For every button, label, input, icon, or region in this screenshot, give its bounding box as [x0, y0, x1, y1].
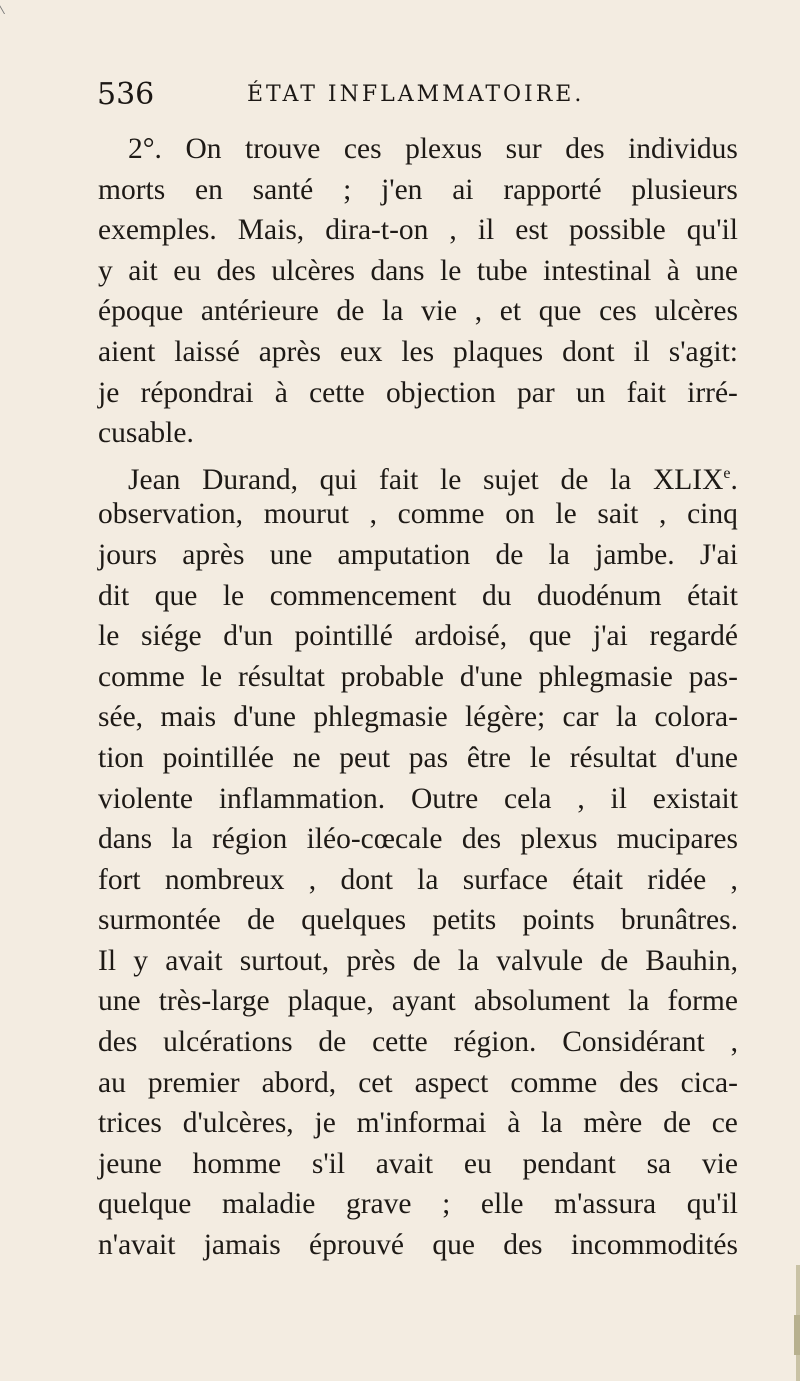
word: dit — [98, 579, 130, 612]
word: objection — [385, 376, 496, 409]
word: quelques — [301, 904, 407, 937]
word: à — [274, 376, 288, 409]
word: J'ai — [699, 538, 738, 571]
word: tion — [98, 741, 144, 774]
word: cette — [309, 376, 365, 409]
text-line — [98, 251, 738, 292]
word: plaques — [453, 335, 544, 368]
word: dira-t-on — [325, 214, 429, 247]
word: s'agit: — [668, 335, 738, 368]
word: siége — [140, 620, 202, 653]
word: que — [432, 1229, 475, 1262]
word: sée, — [98, 701, 144, 734]
word: antérieure — [200, 295, 319, 328]
word: pas- — [688, 660, 738, 693]
word: était — [572, 863, 623, 896]
word: des — [619, 1066, 659, 1099]
word: est — [515, 214, 549, 247]
word: ces — [599, 295, 637, 328]
word: pas — [408, 741, 449, 774]
word: d'une — [675, 741, 738, 774]
text-line — [98, 738, 738, 779]
word: de — [600, 944, 629, 977]
word: fait — [379, 463, 419, 496]
word: , — [474, 295, 483, 328]
word: ; — [442, 1188, 451, 1221]
word: sait — [597, 498, 639, 531]
word: j'ai — [593, 620, 628, 653]
word: brunâtres. — [620, 904, 738, 937]
word: maladie — [222, 1188, 316, 1221]
word: qu'il — [686, 1188, 738, 1221]
word: sa — [646, 1147, 672, 1180]
word: la — [615, 701, 638, 734]
word: possible — [569, 214, 666, 247]
word: que — [528, 620, 572, 653]
word: commencement — [269, 579, 457, 612]
word: fait — [626, 376, 666, 409]
word: cette — [372, 1026, 428, 1059]
word: près — [346, 944, 396, 977]
word: le — [440, 254, 462, 287]
word: être — [466, 741, 512, 774]
word: existait — [652, 782, 738, 815]
word: d'ulcères, — [182, 1107, 294, 1140]
word: quelque — [98, 1188, 192, 1221]
running-title: ÉTAT INFLAMMATOIRE. — [247, 82, 585, 107]
word: ce — [711, 1107, 738, 1140]
text-line — [98, 1144, 738, 1185]
word: , — [308, 863, 317, 896]
word: plaque, — [287, 985, 374, 1018]
word: dans — [98, 823, 153, 856]
word: de — [663, 1107, 691, 1140]
word: , — [730, 1026, 738, 1059]
text-line — [98, 657, 738, 698]
text-line — [98, 1225, 738, 1266]
word: des — [565, 133, 605, 165]
word: avait — [165, 944, 223, 977]
word: petits — [432, 904, 497, 937]
text-line — [98, 697, 738, 738]
word: de — [318, 1026, 347, 1059]
word: ayant — [391, 985, 456, 1018]
word: plusieurs — [631, 173, 738, 206]
word: intestinal — [543, 254, 652, 287]
word: qu'il — [686, 214, 738, 247]
word: abord, — [261, 1066, 337, 1099]
word: d'une — [233, 701, 297, 734]
word: la — [457, 944, 480, 977]
text-line — [98, 941, 738, 982]
word: le — [529, 741, 552, 774]
word: regardé — [649, 620, 738, 653]
word: m'assura — [554, 1188, 657, 1221]
text-line — [98, 413, 738, 454]
word: de — [495, 538, 524, 571]
word: , — [449, 214, 457, 247]
text-line — [98, 860, 738, 901]
word: pointillée — [162, 741, 275, 774]
text-line — [98, 210, 738, 251]
word: qui — [319, 463, 358, 496]
word: époque — [98, 295, 184, 328]
text-line — [98, 332, 738, 373]
word: et — [499, 295, 522, 328]
word: exemples. — [98, 214, 217, 247]
text-line — [98, 1022, 738, 1063]
word: très-large — [158, 985, 270, 1018]
word: le — [555, 498, 577, 531]
word: plexus — [520, 823, 598, 856]
word: inflammation. — [218, 782, 386, 815]
word: comme — [510, 1066, 598, 1099]
word: cinq — [687, 498, 738, 531]
word: après — [182, 538, 245, 571]
text-line — [98, 576, 738, 617]
word: ardoisé, — [414, 620, 508, 653]
text-line — [98, 454, 738, 495]
word: à — [507, 1107, 521, 1140]
word: il — [633, 335, 650, 368]
word: dont — [340, 863, 393, 896]
word: je — [314, 1107, 336, 1140]
word: forme — [667, 985, 738, 1018]
word: on — [505, 498, 535, 531]
text-line — [98, 373, 738, 414]
word: la — [171, 823, 193, 856]
word: aspect — [414, 1066, 489, 1099]
word: une — [269, 538, 313, 571]
word: cela — [504, 782, 552, 815]
word: sujet — [483, 463, 539, 496]
word: dans — [370, 254, 425, 287]
word: plexus — [405, 133, 483, 165]
word: j'en — [381, 173, 423, 206]
page-edge-stain-dark — [794, 1315, 800, 1355]
word: le — [200, 660, 223, 693]
word: la — [548, 538, 570, 571]
word: Jean — [128, 463, 181, 496]
word: Durand, — [202, 463, 298, 496]
word: région — [211, 823, 288, 856]
word: éprouvé — [309, 1229, 405, 1262]
word: le — [440, 463, 462, 496]
word: ne — [292, 741, 321, 774]
text-line — [98, 494, 738, 535]
word: eu — [173, 254, 202, 287]
word: à — [666, 254, 680, 287]
word: les — [401, 335, 435, 368]
word: de — [412, 944, 441, 977]
text-line — [98, 779, 738, 820]
word: incommodités — [570, 1229, 738, 1262]
word: mucipares — [616, 823, 738, 856]
word: d'un — [223, 620, 273, 653]
word: d'une — [459, 660, 523, 693]
word: surtout, — [239, 944, 330, 977]
word: la — [382, 295, 404, 328]
word: mais — [160, 701, 217, 734]
word: absolument — [473, 985, 610, 1018]
word: irré- — [687, 376, 738, 409]
word: le — [98, 620, 120, 653]
word: ulcérations — [163, 1026, 293, 1059]
word: trouve — [245, 133, 321, 165]
word: Bauhin, — [645, 944, 738, 977]
word: cet — [358, 1066, 393, 1099]
word: surmontée — [98, 904, 221, 937]
word: pendant — [522, 1147, 616, 1180]
text-line — [98, 291, 738, 332]
word: ulcères — [654, 295, 738, 328]
text-line — [98, 1184, 738, 1225]
word: tube — [476, 254, 528, 287]
word: une — [695, 254, 738, 287]
text-line — [98, 1063, 738, 1104]
word: , — [369, 498, 377, 531]
text-line — [98, 1103, 738, 1144]
word: ait — [128, 254, 158, 287]
text-line — [98, 535, 738, 576]
word: phlegmasie — [538, 660, 673, 693]
text-line — [98, 129, 738, 170]
word: 2°. — [128, 133, 162, 165]
corner-mark — [0, 0, 15, 14]
word: le — [222, 579, 245, 612]
word: observation, — [98, 498, 244, 531]
word: eux — [339, 335, 383, 368]
page-number: 536 — [97, 77, 155, 112]
word: y — [133, 944, 148, 977]
word: résultat — [569, 741, 657, 774]
word: ; — [343, 173, 352, 206]
word: après — [258, 335, 321, 368]
word: était — [687, 579, 738, 612]
word: points — [522, 904, 595, 937]
word: du — [482, 579, 512, 612]
word: résultat — [237, 660, 325, 693]
word: des — [98, 1026, 138, 1059]
word: mère — [583, 1107, 643, 1140]
word: des — [461, 823, 502, 856]
word: , — [577, 782, 585, 815]
word: la — [628, 985, 650, 1018]
word: que — [154, 579, 198, 612]
word: nombreux — [164, 863, 285, 896]
text-line — [98, 981, 738, 1022]
word: avait — [375, 1147, 434, 1180]
word: en — [195, 173, 223, 206]
word: valvule — [496, 944, 584, 977]
word: ulcères — [271, 254, 355, 287]
word: individus — [628, 133, 738, 165]
word: cusable. — [98, 417, 194, 450]
word: santé — [252, 173, 314, 206]
word: fort — [98, 863, 141, 896]
word: un — [575, 376, 606, 409]
word: homme — [192, 1147, 282, 1180]
word: , — [659, 498, 667, 531]
word: des — [216, 254, 256, 287]
word: grave — [345, 1188, 412, 1221]
word: peut — [339, 741, 391, 774]
word: Outre — [411, 782, 479, 815]
word: mourut — [263, 498, 349, 531]
word: vie — [421, 295, 458, 328]
word: il — [477, 214, 495, 247]
word: car — [562, 701, 599, 734]
word: je — [98, 376, 120, 409]
word: XLIXe. — [652, 463, 738, 496]
word: la — [609, 463, 632, 496]
word: que — [538, 295, 582, 328]
text-line — [98, 170, 738, 211]
word: région. — [453, 1026, 537, 1059]
word: une — [98, 985, 141, 1018]
word: par — [516, 376, 555, 409]
word: y — [98, 254, 113, 287]
word: ridée — [647, 863, 707, 896]
word: n'avait — [98, 1229, 176, 1262]
word: de — [336, 295, 365, 328]
word: Mais, — [237, 214, 305, 247]
body-text — [98, 129, 738, 1299]
word: jambe. — [595, 538, 675, 571]
word: pointillé — [294, 620, 393, 653]
word: iléo-cœcale — [306, 823, 443, 856]
word: cica- — [680, 1066, 738, 1099]
word: des — [503, 1229, 543, 1262]
word: de — [560, 463, 589, 496]
word: Il — [98, 944, 117, 977]
word: elle — [480, 1188, 524, 1221]
word: la — [541, 1107, 563, 1140]
word: m'informai — [356, 1107, 487, 1140]
word: répondrai — [140, 376, 254, 409]
word: duodénum — [537, 579, 662, 612]
page-header — [97, 70, 737, 120]
word: laissé — [174, 335, 240, 368]
word: Considérant — [562, 1026, 705, 1059]
word: trices — [98, 1107, 162, 1140]
word: violente — [98, 782, 194, 815]
word: colora- — [654, 701, 738, 734]
word: ces — [343, 133, 382, 165]
word: s'il — [311, 1147, 346, 1180]
word: de — [247, 904, 275, 937]
text-line — [98, 616, 738, 657]
word: morts — [98, 173, 166, 206]
text-line — [98, 900, 738, 941]
word: ai — [452, 173, 474, 206]
word: jeune — [98, 1147, 162, 1180]
word: probable — [340, 660, 444, 693]
word: comme — [98, 660, 185, 693]
word: aient — [98, 335, 156, 368]
word: , — [730, 863, 738, 896]
word: dont — [562, 335, 615, 368]
word: premier — [147, 1066, 240, 1099]
word: jours — [98, 538, 157, 571]
word: jamais — [203, 1229, 281, 1262]
word: On — [185, 133, 222, 165]
word: la — [417, 863, 439, 896]
word: il — [610, 782, 627, 815]
word: comme — [397, 498, 485, 531]
word: sur — [505, 133, 542, 165]
text-line — [98, 819, 738, 860]
word: au — [98, 1066, 126, 1099]
word: surface — [462, 863, 548, 896]
word: eu — [463, 1147, 492, 1180]
word: rapporté — [503, 173, 602, 206]
word: vie — [701, 1147, 738, 1180]
word: amputation — [337, 538, 471, 571]
word: légère; — [464, 701, 546, 734]
word: phlegmasie — [313, 701, 448, 734]
